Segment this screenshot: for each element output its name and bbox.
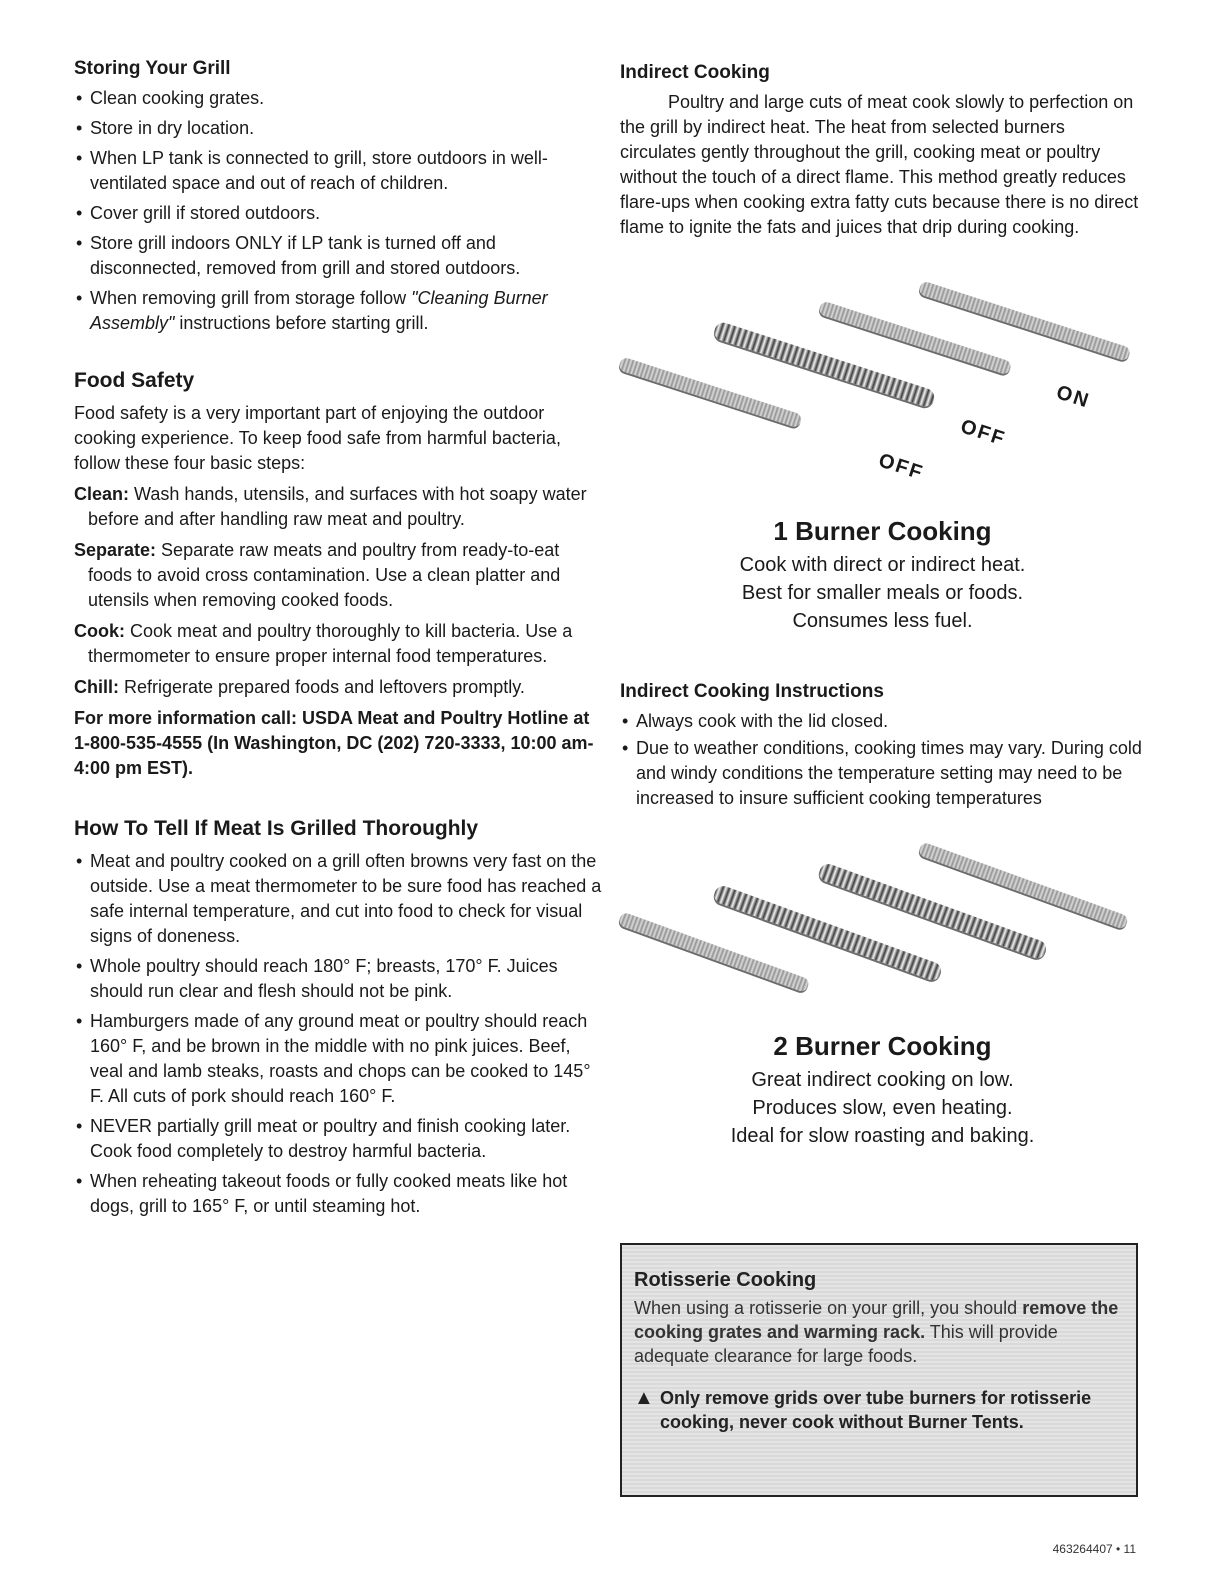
off-label: OFF bbox=[875, 449, 927, 485]
rotisserie-text: When using a rotisserie on your grill, you should bbox=[634, 1298, 1023, 1318]
warning-text: Only remove grids over tube burners for rotisserie cooking, never cook without Burner Tents. bbox=[660, 1388, 1092, 1432]
step-text: Wash hands, utensils, and surfaces with hot soapy water before and after handling raw meat and poultry. bbox=[88, 484, 587, 529]
rotisserie-warning bbox=[634, 1386, 1124, 1434]
step-clean bbox=[74, 482, 604, 532]
list-item: • Due to weather conditions, cooking times may vary. During cold and windy conditions the temperature setting may need to be increased to insure sufficient cooking temperatures bbox=[620, 736, 1145, 811]
caption-line: Ideal for slow roasting and baking. bbox=[730, 1125, 1035, 1147]
rotisserie-emphasis: remove the cooking grates and warming rack. bbox=[634, 1298, 1119, 1342]
caption-line: Great indirect cooking on low. bbox=[751, 1069, 1014, 1091]
step-text: Cook meat and poultry thoroughly to kill bacteria. Use a thermometer to ensure proper internal food temperatures. bbox=[88, 621, 573, 666]
meat-check-list bbox=[74, 849, 604, 1219]
step-term: Clean: bbox=[74, 484, 130, 504]
step-text: Separate raw meats and poultry from ready-to-eat foods to avoid cross contamination. Use a clean platter and utensils when removing cooked foods. bbox=[88, 540, 561, 610]
caption-line: Cook with direct or indirect heat. bbox=[739, 554, 1026, 576]
food-safety-title: Food Safety bbox=[74, 369, 195, 392]
list-item: • Whole poultry should reach 180° F; breasts, 170° F. Juices should run clear and flesh should not be pink. bbox=[74, 954, 604, 1004]
rotisserie-title: Rotisserie Cooking bbox=[634, 1269, 817, 1291]
caption-line: Consumes less fuel. bbox=[792, 610, 973, 632]
list-item: • NEVER partially grill meat or poultry and finish cooking later. Cook food completely to destroy harmful bacteria. bbox=[74, 1114, 604, 1164]
storing-list bbox=[74, 86, 604, 336]
step-text: Refrigerate prepared foods and leftovers promptly. bbox=[119, 677, 525, 697]
warning-triangle-icon: ▲ bbox=[634, 1387, 654, 1409]
on-label: ON bbox=[1053, 381, 1093, 413]
list-item bbox=[74, 286, 604, 336]
list-item: • Cover grill if stored outdoors. bbox=[74, 201, 604, 226]
page-footer: 463264407 • 11 bbox=[1052, 1542, 1136, 1556]
list-item: • Hamburgers made of any ground meat or poultry should reach 160° F, and be brown in the middle with no pink juices. Beef, veal and lamb steaks, roasts and chops can be cooked to 145° F. All cuts of pork should reach 160° F. bbox=[74, 1009, 604, 1109]
step-term: Separate: bbox=[74, 540, 157, 560]
list-item: • When reheating takeout foods or fully cooked meats like hot dogs, grill to 165° F, or until steaming hot. bbox=[74, 1169, 604, 1219]
list-item: • When LP tank is connected to grill, store outdoors in well-ventilated space and out of reach of children. bbox=[74, 146, 604, 196]
storing-title: Storing Your Grill bbox=[74, 58, 231, 79]
indirect-body: Poultry and large cuts of meat cook slowly to perfection on the grill by indirect heat. The heat from selected burners circulates gently throughout the grill, cooking meat or poultry without the touch of a direct flame. This method greatly reduces flare-ups when cooking extra fatty cuts because there is no direct flame to ignite the fats and juices that drip during cooking. bbox=[620, 92, 1139, 237]
food-safety-intro: Food safety is a very important part of enjoying the outdoor cooking experience. To keep food safe from harmful bacteria, follow these four basic steps: bbox=[74, 403, 561, 473]
list-item: • Meat and poultry cooked on a grill often browns very fast on the outside. Use a meat thermometer to be sure food has reached a safe internal temperature, and cut into food to check for visual signs of doneness. bbox=[74, 849, 604, 949]
left-column bbox=[74, 58, 604, 1224]
indirect-instructions-title: Indirect Cooking Instructions bbox=[620, 681, 884, 702]
one-burner-title: 1 Burner Cooking bbox=[773, 516, 992, 546]
caption-line: Best for smaller meals or foods. bbox=[741, 582, 1024, 604]
step-term: Chill: bbox=[74, 677, 119, 697]
right-column bbox=[620, 62, 1145, 1150]
list-item: • Always cook with the lid closed. bbox=[620, 709, 1145, 734]
list-item: • Store grill indoors ONLY if LP tank is turned off and disconnected, removed from grill and stored outdoors. bbox=[74, 231, 604, 281]
rotisserie-body bbox=[634, 1296, 1124, 1368]
hotline-info: For more information call: USDA Meat and Poultry Hotline at 1-800-535-4555 (In Washington, DC (202) 720-3333, 10:00 am-4:00 pm EST). bbox=[74, 708, 594, 778]
off-label: OFF bbox=[957, 415, 1009, 451]
list-item-text: instructions before starting grill. bbox=[174, 313, 429, 333]
two-burner-figure bbox=[620, 871, 1145, 1031]
cleaning-reference: "Cleaning Burner Assembly" bbox=[90, 288, 548, 333]
step-term: Cook: bbox=[74, 621, 125, 641]
one-burner-caption bbox=[620, 516, 1145, 635]
two-burner-caption bbox=[620, 1031, 1145, 1150]
list-item-text: When removing grill from storage follow bbox=[90, 288, 412, 308]
rotisserie-text: This will provide adequate clearance for large foods. bbox=[634, 1322, 1058, 1366]
rotisserie-callout bbox=[620, 1243, 1138, 1497]
caption-line: Produces slow, even heating. bbox=[752, 1097, 1013, 1119]
indirect-instructions-list bbox=[620, 709, 1145, 811]
one-burner-figure bbox=[620, 310, 1145, 510]
indirect-title: Indirect Cooking bbox=[620, 62, 770, 83]
two-burner-title: 2 Burner Cooking bbox=[773, 1031, 992, 1061]
step-separate bbox=[74, 538, 604, 613]
list-item: • Clean cooking grates. bbox=[74, 86, 604, 111]
step-cook bbox=[74, 619, 604, 669]
step-chill bbox=[74, 675, 604, 700]
meat-check-title: How To Tell If Meat Is Grilled Thoroughly bbox=[74, 817, 479, 840]
burner-tube bbox=[618, 356, 803, 428]
list-item: • Store in dry location. bbox=[74, 116, 604, 141]
